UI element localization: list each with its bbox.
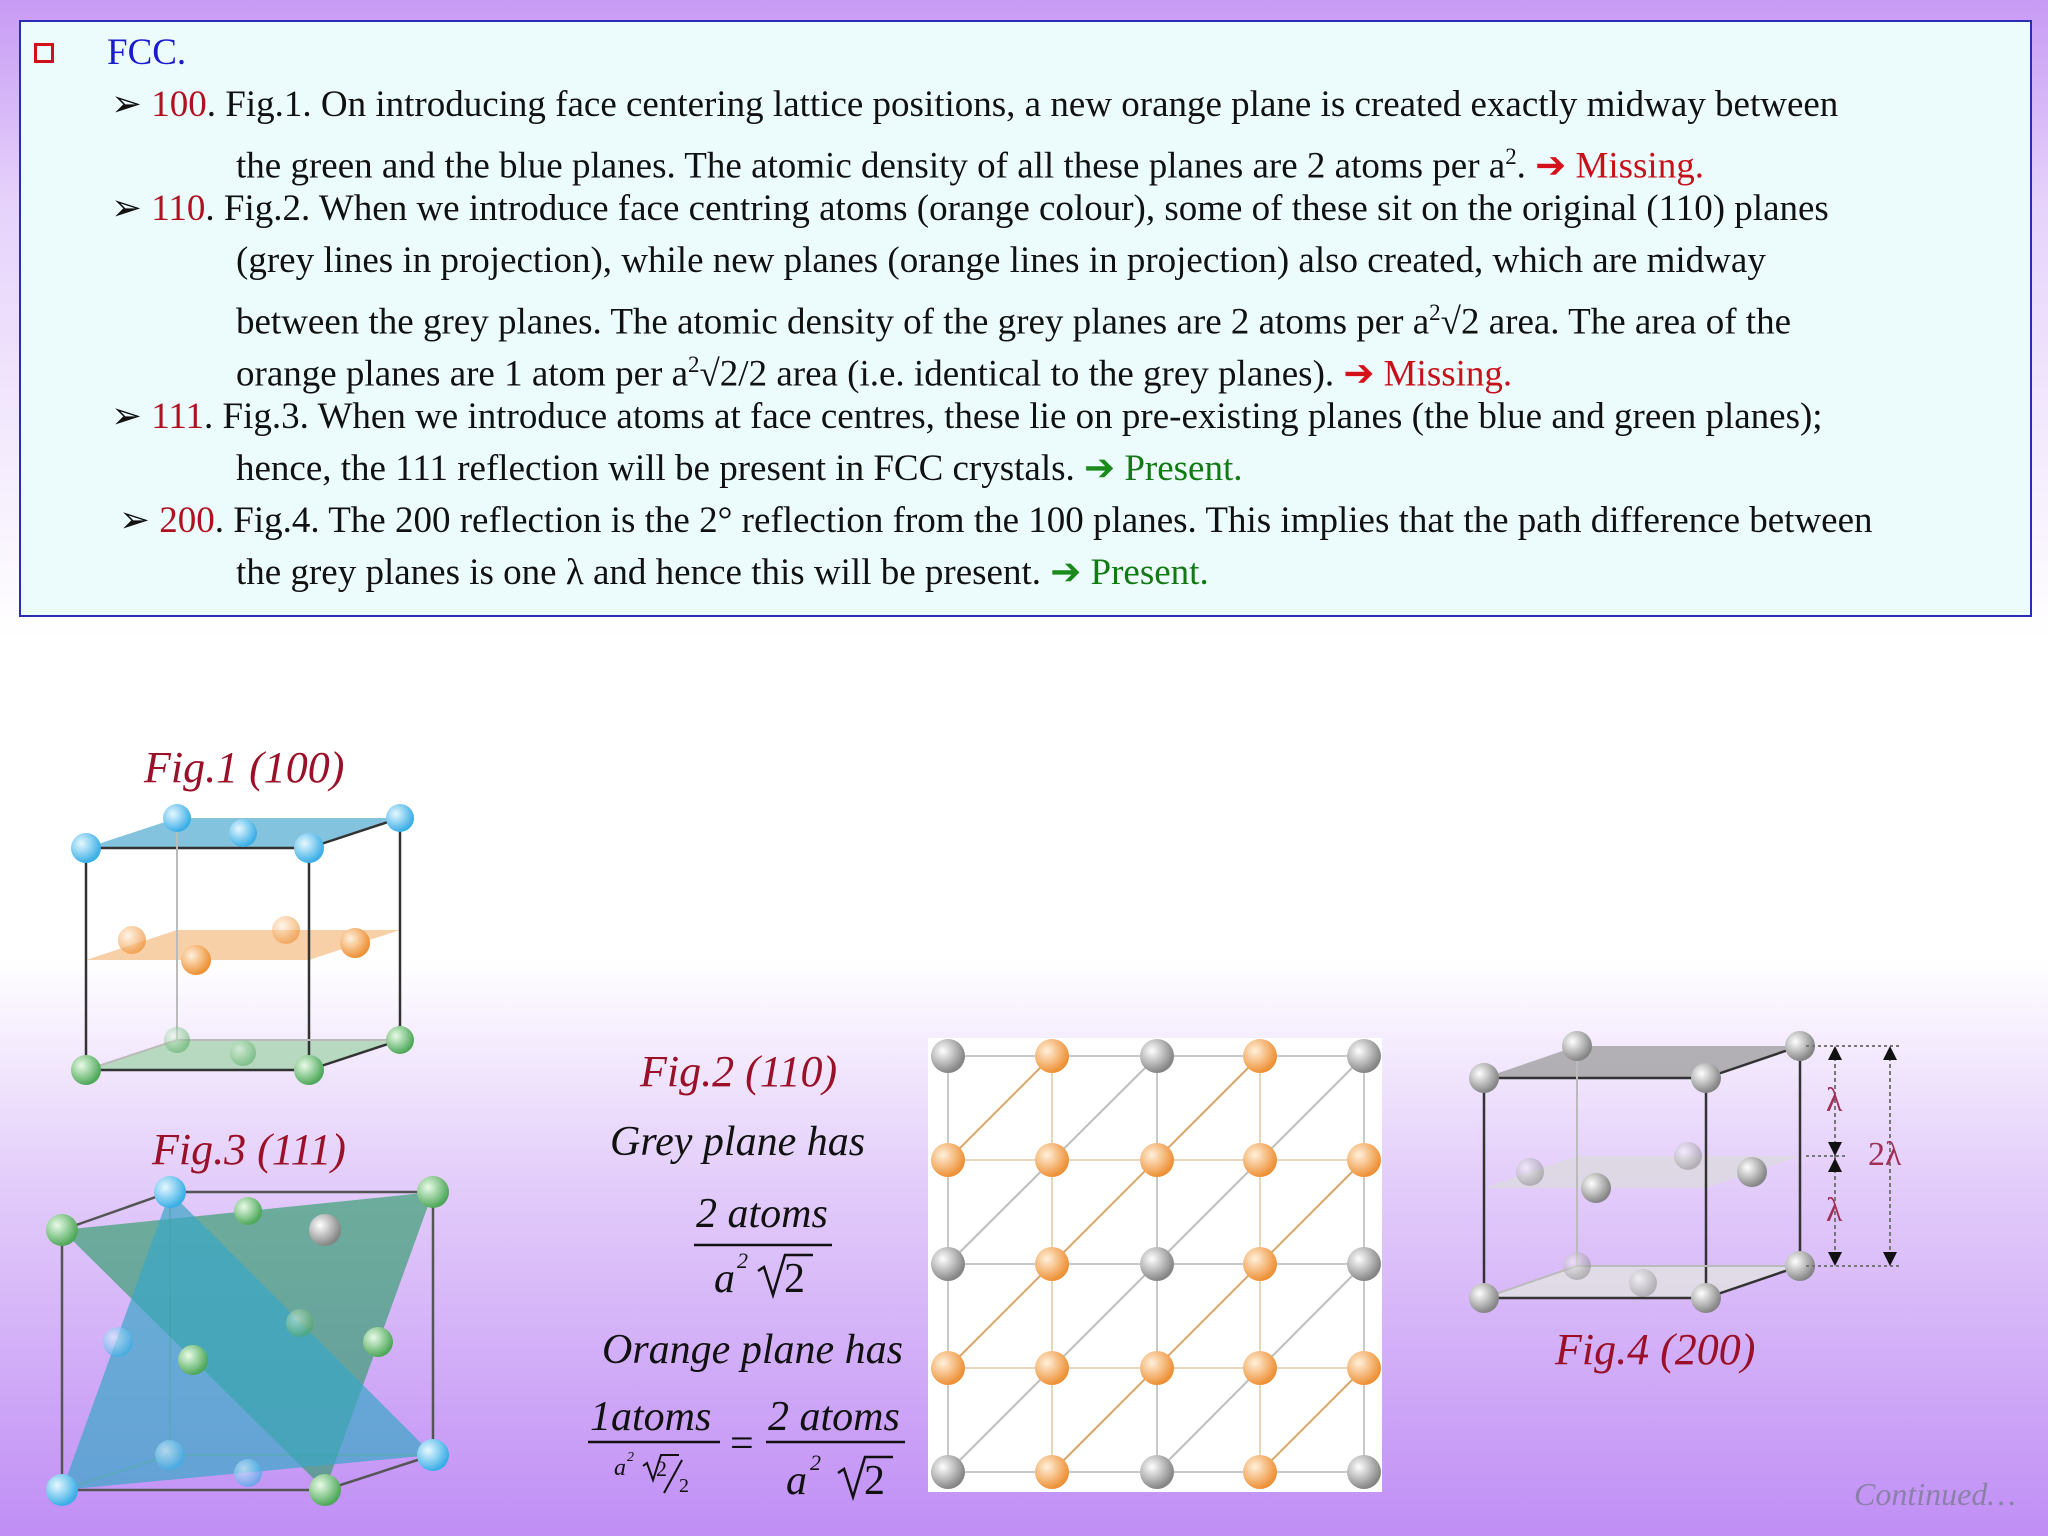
bullet-110-text-d2: √2/2 area (i.e. identical to the grey planes). <box>699 353 1335 395</box>
grey-plane-caption: Grey plane has <box>610 1119 866 1165</box>
bullet-111-text-b: hence, the 111 reflection will be present in FCC crystals. <box>236 448 1075 489</box>
fig2-label: Fig.2 (110) <box>640 1047 838 1096</box>
bullet-111-verdict: Present. <box>1124 448 1243 489</box>
orange-plane-caption: Orange plane has <box>602 1327 903 1373</box>
bullet-110-text-c1: between the grey planes. The atomic density of the grey planes are 2 atoms per a <box>236 301 1430 343</box>
arrow-bullet-icon: ➢ <box>111 188 152 229</box>
continued-footer: Continued… <box>1854 1476 2016 1512</box>
bullet-110-index: 110 <box>151 188 206 229</box>
orange-rhs-numerator: 2 atoms <box>768 1394 900 1440</box>
superscript: 2 <box>1429 300 1441 325</box>
bullet-100-verdict: Missing. <box>1575 145 1704 187</box>
equals-sign: = <box>730 1421 754 1467</box>
orange-rhs-a: a <box>786 1458 807 1504</box>
right-arrow-icon: ➔ <box>1535 145 1567 187</box>
bullet-200-text-a: . Fig.4. The 200 reflection is the 2° reflection from the 100 planes. This implies that the path difference between <box>214 500 1873 541</box>
grey-denominator-exp: 2 <box>737 1248 748 1273</box>
period: . <box>1516 145 1526 187</box>
grey-density-numerator: 2 atoms <box>696 1191 828 1237</box>
fig1-label: Fig.1 (100) <box>144 743 345 792</box>
arrow-bullet-icon: ➢ <box>111 396 152 437</box>
bullet-110-verdict: Missing. <box>1383 353 1513 395</box>
orange-rhs-exp: 2 <box>810 1450 821 1475</box>
lambda-lower-label: λ <box>1826 1192 1843 1229</box>
bullet-110-text-c2: √2 area. The area of the <box>1440 301 1792 343</box>
bullet-100-index: 100 <box>151 84 207 125</box>
superscript: 2 <box>688 352 700 377</box>
arrow-bullet-icon: ➢ <box>119 500 160 541</box>
lambda-upper-label: λ <box>1826 1082 1843 1119</box>
bullet-100-text-a: . Fig.1. On introducing face centering lattice positions, a new orange plane is created exactly midway between <box>206 84 1839 125</box>
bullet-200-verdict: Present. <box>1090 552 1209 593</box>
orange-lhs-half: 2 <box>679 1475 689 1497</box>
right-arrow-icon: ➔ <box>1343 353 1375 395</box>
superscript: 2 <box>1505 144 1517 169</box>
orange-lhs-numerator: 1atoms <box>590 1394 712 1440</box>
grey-denominator-two: 2 <box>784 1256 805 1302</box>
fig4-label: Fig.4 (200) <box>1555 1325 1756 1374</box>
right-arrow-icon: ➔ <box>1050 552 1082 593</box>
bullet-200-index: 200 <box>159 500 215 541</box>
orange-rhs-two: 2 <box>864 1458 885 1504</box>
bullet-111-index: 111 <box>151 396 205 437</box>
two-lambda-label: 2λ <box>1868 1136 1902 1173</box>
orange-lhs-a: a <box>614 1455 626 1481</box>
bullet-110-text-a: . Fig.2. When we introduce face centring atoms (orange colour), some of these sit on the original (110) planes <box>205 188 1829 229</box>
bullet-111-text-a: . Fig.3. When we introduce atoms at face centres, these lie on pre-existing planes (the blue and green planes); <box>204 396 1823 437</box>
heading: FCC. <box>107 32 187 73</box>
orange-lhs-exp: 2 <box>627 1450 634 1465</box>
bullet-110-text-d1: orange planes are 1 atom per a <box>236 353 689 395</box>
bullet-110-line-2: (grey lines in projection), while new planes (orange lines in projection) also created, which are midway <box>236 240 1766 281</box>
grey-denominator-a: a <box>714 1256 735 1302</box>
bullet-100-text-b: the green and the blue planes. The atomic density of all these planes are 2 atoms per a <box>236 145 1506 187</box>
bullet-200-text-b: the grey planes is one λ and hence this will be present. <box>236 552 1041 593</box>
right-arrow-icon: ➔ <box>1084 448 1116 489</box>
orange-lhs-root: 2 <box>656 1456 667 1481</box>
fig3-label: Fig.3 (111) <box>152 1125 346 1174</box>
arrow-bullet-icon: ➢ <box>111 84 152 125</box>
